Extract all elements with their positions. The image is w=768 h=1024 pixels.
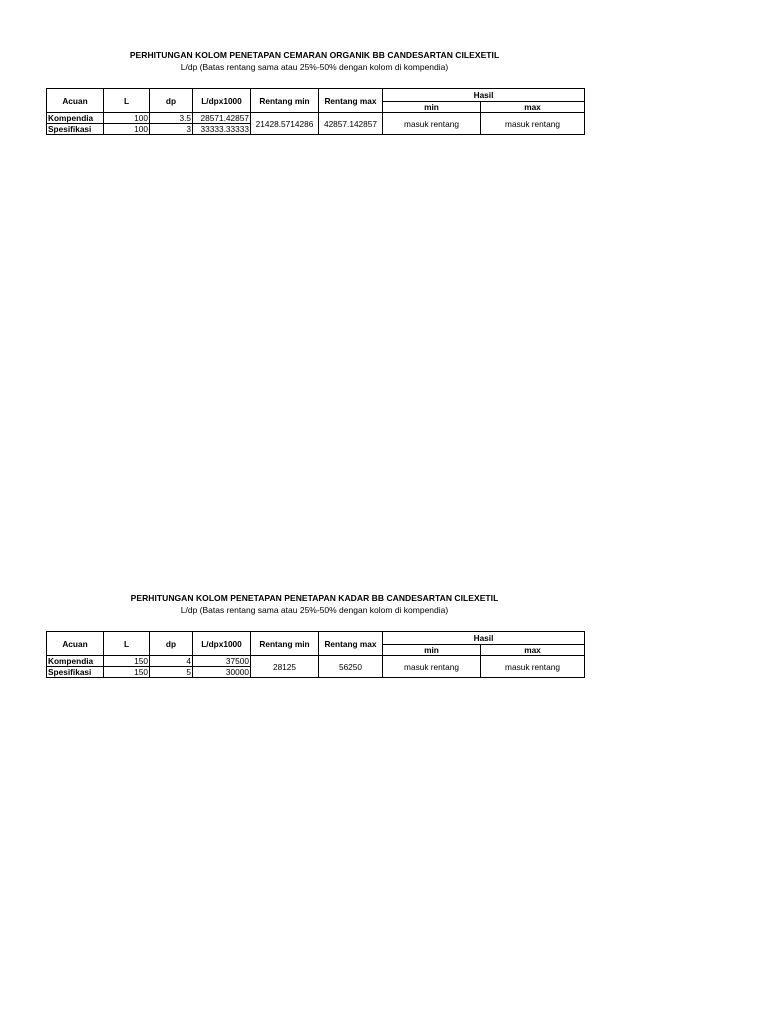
col-header-hasil-max: max (481, 645, 585, 656)
col-header-hasil-min: min (383, 645, 481, 656)
block-title: PERHITUNGAN KOLOM PENETAPAN CEMARAN ORGANIK BB CANDESARTAN CILEXETIL (129, 50, 500, 60)
cell-dp: 3.5 (150, 113, 193, 124)
block-subtitle: L/dp (Batas rentang sama atau 25%-50% dengan kolom di kompendia) (180, 62, 449, 72)
table-row (47, 113, 585, 124)
block-title: PERHITUNGAN KOLOM PENETAPAN PENETAPAN KADAR BB CANDESARTAN CILEXETIL (130, 593, 499, 603)
cell-hasil-min: masuk rentang (383, 656, 481, 678)
cell-acuan: Spesifikasi (47, 124, 104, 135)
cell-acuan: Kompendia (47, 113, 104, 124)
cell-l: 100 (104, 124, 150, 135)
cell-hasil-max: masuk rentang (481, 656, 585, 678)
col-header-l: L (104, 632, 150, 656)
calc-table (46, 88, 585, 135)
cell-hasil-min: masuk rentang (383, 113, 481, 135)
col-header-dp: dp (150, 632, 193, 656)
cell-acuan: Kompendia (47, 656, 104, 667)
col-header-dp: dp (150, 89, 193, 113)
cell-l: 100 (104, 113, 150, 124)
cell-ldp: 28571.42857 (193, 113, 251, 124)
col-header-acuan: Acuan (47, 632, 104, 656)
col-header-acuan: Acuan (47, 89, 104, 113)
calc-table (46, 631, 585, 678)
cell-ldp: 33333.33333 (193, 124, 251, 135)
col-header-hasil-min: min (383, 102, 481, 113)
cell-rentang-min: 28125 (251, 656, 319, 678)
col-header-rentang-max: Rentang max (319, 89, 383, 113)
cell-ldp: 30000 (193, 667, 251, 678)
col-header-l: L (104, 89, 150, 113)
cell-ldp: 37500 (193, 656, 251, 667)
cell-rentang-min: 21428.5714286 (251, 113, 319, 135)
cell-acuan: Spesifikasi (47, 667, 104, 678)
col-header-rentang-min: Rentang min (251, 632, 319, 656)
col-header-hasil: Hasil (383, 89, 585, 102)
cell-dp: 5 (150, 667, 193, 678)
col-header-rentang-max: Rentang max (319, 632, 383, 656)
col-header-rentang-min: Rentang min (251, 89, 319, 113)
cell-dp: 4 (150, 656, 193, 667)
cell-hasil-max: masuk rentang (481, 113, 585, 135)
table-row (47, 656, 585, 667)
cell-rentang-max: 42857.142857 (319, 113, 383, 135)
col-header-hasil-max: max (481, 102, 585, 113)
cell-dp: 3 (150, 124, 193, 135)
block-subtitle: L/dp (Batas rentang sama atau 25%-50% dengan kolom di kompendia) (180, 605, 449, 615)
col-header-ldp: L/dpx1000 (193, 632, 251, 656)
cell-l: 150 (104, 656, 150, 667)
col-header-ldp: L/dpx1000 (193, 89, 251, 113)
col-header-hasil: Hasil (383, 632, 585, 645)
cell-rentang-max: 56250 (319, 656, 383, 678)
cell-l: 150 (104, 667, 150, 678)
